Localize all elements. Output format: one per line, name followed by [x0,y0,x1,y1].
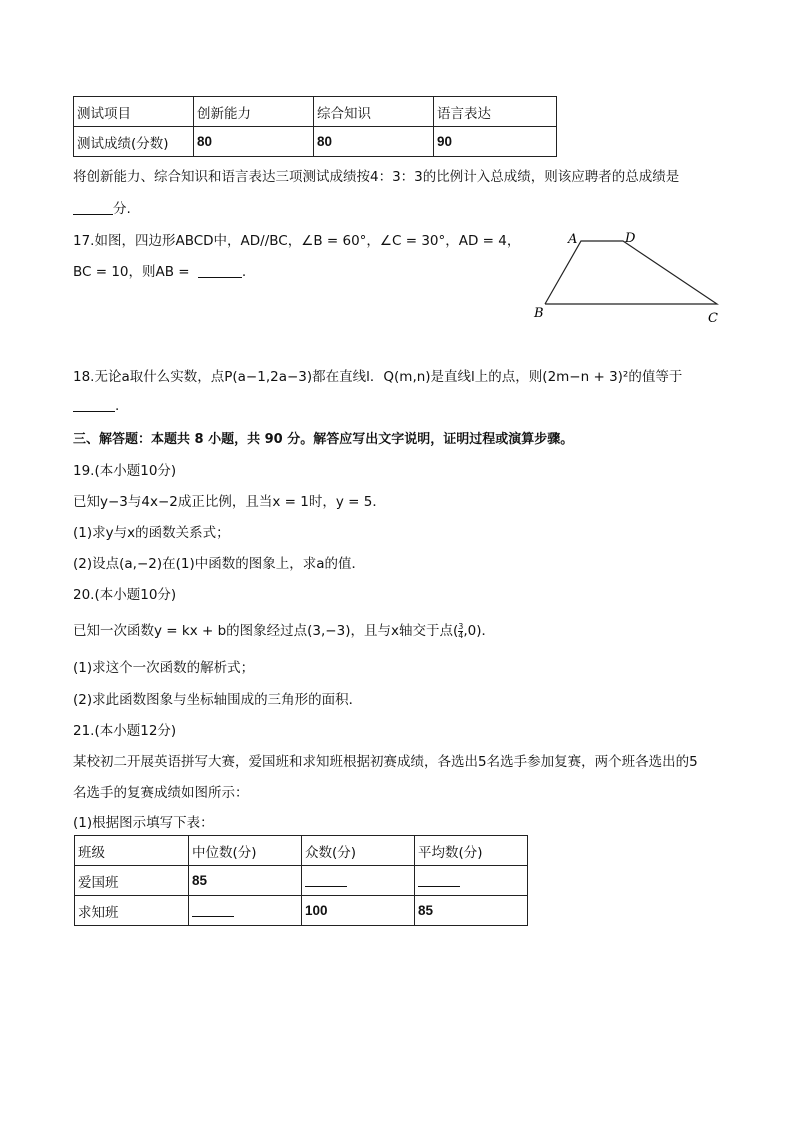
table-cell: 综合知识 [314,97,434,127]
score-table [73,96,557,157]
vertex-label-a: A [568,232,578,247]
table-cell: 85 [189,866,302,896]
answer-blank[interactable] [305,872,347,887]
table-cell: 爱国班 [75,866,189,896]
q21-stem-line2: 名选手的复赛成绩如图所示： [73,785,249,801]
q20-part2: (2)求此函数图象与坐标轴围成的三角形的面积． [73,692,363,708]
table-cell: 测试成绩(分数) [74,127,194,157]
q20-title: 20.(本小题10分) [73,587,177,603]
vertex-label-b: B [534,306,544,321]
trapezoid-figure [528,228,728,328]
table-row [74,127,557,157]
q18-period: . [115,398,120,414]
q17-period: . [241,264,247,280]
table-cell: 班级 [75,836,189,866]
q21-title: 21.(本小题12分) [73,723,177,739]
table-row [75,896,528,926]
q16-line1: 将创新能力、综合知识和语言表达三项测试成绩按4：3：3的比例计入总成绩，则该应聘者的总成绩是 [73,169,680,185]
vertex-label-c: C [708,311,718,326]
q19-part1: (1)求y与x的函数关系式； [73,525,230,541]
vertex-label-d: D [625,231,636,246]
table-cell: 众数(分) [302,836,415,866]
q17-line2 [73,260,246,280]
q20-stem [73,619,495,640]
table-cell: 85 [415,896,528,926]
q16-unit: 分. [113,201,131,217]
table-cell: 80 [194,127,314,157]
answer-blank[interactable] [418,872,460,887]
q20-part1: (1)求这个一次函数的解析式； [73,660,255,676]
table-cell[interactable] [415,866,528,896]
table-cell: 中位数(分) [189,836,302,866]
answer-blank[interactable] [198,263,242,278]
table-header-row [74,97,557,127]
section-heading: 三、解答题：本题共 8 小题，共 90 分。解答应写出文字说明，证明过程或演算步骤。 [73,432,574,447]
table-cell: 创新能力 [194,97,314,127]
class-stats-table [74,835,528,926]
fraction-denominator: 4 [458,631,464,640]
table-cell[interactable] [189,896,302,926]
table-cell: 平均数(分) [415,836,528,866]
trapezoid-outline [545,241,717,304]
q19-title: 19.(本小题10分) [73,463,177,479]
answer-blank[interactable] [192,902,234,917]
table-cell: 100 [302,896,415,926]
table-cell: 90 [434,127,557,157]
table-cell: 求知班 [75,896,189,926]
table-cell: 80 [314,127,434,157]
q17-question: BC = 10，则AB = [73,264,190,280]
q19-part2: (2)设点(a,−2)在(1)中函数的图象上，求a的值． [73,556,366,572]
q17-line1: 17.如图，四边形ABCD中，AD//BC，∠B = 60°，∠C = 30°，AD = 4， [73,233,521,249]
q19-stem: 已知y−3与4x−2成正比例，且当x = 1时，y = 5． [73,494,386,510]
q16-line2 [73,197,131,217]
table-cell: 语言表达 [434,97,557,127]
answer-blank[interactable] [73,397,115,412]
q21-stem-line1: 某校初二开展英语拼写大赛，爱国班和求知班根据初赛成绩，各选出5名选手参加复赛，两个班各选出的5 [73,754,698,770]
table-row [75,866,528,896]
fraction-numerator: 3 [458,622,464,631]
q18-line2 [73,397,119,414]
table-cell: 测试项目 [74,97,194,127]
table-cell[interactable] [302,866,415,896]
answer-blank[interactable] [73,200,113,215]
q20-stem-suffix: ,0)． [463,623,495,639]
q18-line1: 18.无论a取什么实数，点P(a−1,2a−3)都在直线l．Q(m,n)是直线l上的点，则(2m−n + 3)²的值等于 [73,369,683,385]
table-header-row [75,836,528,866]
q21-part1: (1)根据图示填写下表： [73,815,214,831]
q20-stem-prefix: 已知一次函数y = kx + b的图象经过点(3,−3)，且与x轴交于点( [73,623,459,639]
